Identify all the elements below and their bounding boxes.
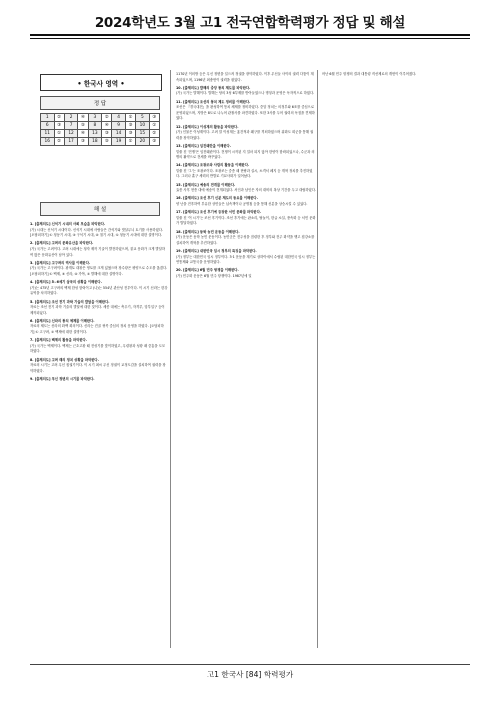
answer-choice: ③ — [78, 138, 88, 146]
solution-entry — [30, 241, 168, 258]
question-number: 20 — [136, 138, 150, 146]
answer-choice: ② — [102, 114, 112, 122]
question-number: 7 — [64, 122, 78, 130]
solution-text: (가) 시대는 신석기 시대이다. 신석기 시대에 사람들은 간석기와 빗살무늬 토기를 사용하였다. [오답피하기] ① 청동기 시대, ③ 구석기 시대, ④ 철기 시대, ⑤ 청동기 시대에 대한 설명이다. — [30, 227, 163, 238]
answer-choice: ④ — [102, 122, 112, 130]
solution-entry — [30, 319, 168, 336]
answer-table — [40, 113, 160, 146]
solution-entry — [30, 338, 168, 355]
answer-choice: ② — [54, 114, 64, 122]
question-number: 12 — [64, 130, 78, 138]
question-number: 10 — [136, 122, 150, 130]
question-number: 18 — [88, 138, 102, 146]
solution-heading-line: 8. [출제의도] 고려 때의 정치 상황을 파악한다. — [30, 357, 99, 362]
solution-text: 조선은 『경국대전』을 완성하여 통치 체제를 정비하였다. 중앙 정치는 의정부와 6조를 중심으로 운영되었으며, 지방은 8도로 나누어 관찰사를 파견하였다. 또한 3사를 두어 권력의 독점을 견제하였다. — [176, 105, 315, 121]
solution-heading-line: 7. [출제의도] 백제의 활동을 파악한다. — [30, 338, 87, 343]
solution-text: (가) 국가는 고려이다. 고려 시대에는 청자 제작 기술이 발전하였으며, 불교 문화가 크게 발달하여 많은 문화유산이 남아 있다. — [30, 246, 166, 257]
question-number: 19 — [112, 138, 126, 146]
answer-choice: ⑤ — [149, 138, 159, 146]
solution-heading-line: 5. [출제의도] 조선 전기 과학 기술의 발달을 이해한다. — [30, 299, 110, 304]
question-number: 14 — [112, 130, 126, 138]
answer-choice: ③ — [125, 130, 135, 138]
solution-heading-line: 16. [출제의도] 조선 후기 신분 제도의 동요를 이해한다. — [176, 196, 258, 201]
column-divider-right — [317, 70, 318, 648]
question-number: 1 — [41, 114, 55, 122]
answer-choice: ② — [149, 130, 159, 138]
solution-entry — [176, 230, 316, 247]
solution-entry — [176, 72, 316, 83]
solution-heading: 해 설 — [40, 202, 160, 216]
solution-entry — [30, 358, 168, 375]
answer-choice: ⑤ — [125, 122, 135, 130]
title-rule-thin — [30, 38, 470, 39]
solution-text: (가)는 475년 고구려의 백제 한성 함락이고 (나)는 554년 관산성 전투이다. 이 시기 신라는 한강 유역을 차지하였다. — [30, 285, 168, 296]
solution-text: 자료의 제도는 신라의 화백 회의이다. 신라는 진골 귀족 중심의 정치 운영을 하였다. [오답피하기] ① 고구려, ② 백제에 대한 설명이다. — [30, 324, 164, 335]
solution-text: (가) 국가는 백제이다. 백제는 근초고왕 때 전성기를 맞이하였고, 무령왕과 성왕 때 중흥을 도모하였다. — [30, 343, 166, 354]
answer-choice: ④ — [78, 114, 88, 122]
solution-text: (가) 국가는 발해이다. 발해는 당의 3성 6부제를 받아들였으나 명칭과 운영은 독자적으로 하였다. — [176, 91, 315, 96]
solution-heading-line: 11. [출제의도] 조선의 통치 제도 정비를 이해한다. — [176, 99, 251, 104]
column-divider-left — [170, 70, 171, 648]
question-number: 8 — [88, 122, 102, 130]
solution-text: 밑줄 친 '이 시기'는 조선 후기이다. 조선 후기에는 판소리, 탈놀이, 한글 소설, 풍속화 등 서민 문화가 발달하였다. — [176, 215, 316, 226]
question-number: 4 — [112, 114, 126, 122]
question-number: 13 — [88, 130, 102, 138]
solution-heading-line: 4. [출제의도] 5∼6세기 삼국의 상황을 이해한다. — [30, 280, 102, 285]
solution-text: (가) 정부는 대한민국 임시 정부이다. 3·1 운동을 계기로 상하이에서 수립된 대한민국 임시 정부는 연통제와 교통국을 운영하였다. — [176, 254, 316, 265]
solution-entry — [176, 183, 316, 194]
solution-text: 어난 6월 민주 항쟁의 결과 대통령 직선제로의 개헌이 이루어졌다. — [322, 72, 417, 76]
answer-choice: ① — [54, 130, 64, 138]
solution-heading-line: 6. [출제의도] 신라의 통치 체제를 이해한다. — [30, 318, 95, 323]
answer-choice: ③ — [149, 114, 159, 122]
answer-choice: ③ — [102, 130, 112, 138]
solution-entry — [30, 261, 168, 278]
solution-heading-line: 15. [출제의도] 예송의 전개를 이해한다. — [176, 182, 236, 187]
solution-text: 밑줄 친 '그'는 조광조이다. 조광조는 중종 때 현량과 실시, 소격서 폐지 등 개혁 정치를 추진하였다. 그러나 훈구 세력의 반발로 기묘사화가 일어났다. — [176, 168, 313, 179]
solution-text: (가) 국가는 고구려이다. 광개토 대왕은 영토를 크게 넓혔으며 장수왕은 평양으로 수도를 옮겼다. [오답피하기] ① 백제, ③ 신라, ④ 가야, ⑤ 발해에 대한 설명이다. — [30, 266, 168, 276]
subject-box: • 한국사 영역 • — [40, 74, 162, 91]
solution-heading-line: 13. [출제의도] 임진왜란을 이해한다. — [176, 143, 231, 148]
solution-text: 자료의 시기는 고려 무신 집권기이다. 이 시기 최씨 무신 정권이 교정도감을 설치하여 권력을 장악하였다. — [30, 363, 166, 373]
question-number: 9 — [112, 122, 126, 130]
page-footer: 고1 한국사 [84] 학력평가 — [206, 670, 294, 679]
solution-entry — [176, 210, 316, 227]
question-number: 15 — [136, 130, 150, 138]
solution-text: 1170년 이의방 등은 무신 정변을 일으켜 정권을 장악하였다. 이후 무신들 사이의 권력 다툼이 계속되었으며, 1196년 최충헌이 권력을 잡았다. — [176, 72, 314, 82]
answer-row — [41, 114, 160, 122]
solution-column-3 — [322, 72, 462, 80]
question-number: 6 — [41, 122, 55, 130]
answer-choice: ② — [54, 138, 64, 146]
solution-entry — [176, 268, 316, 279]
solution-entry — [176, 100, 316, 122]
solution-heading-line: 14. [출제의도] 조광조와 사림의 활동을 이해한다. — [176, 163, 250, 168]
solution-heading-line: 3. [출제의도] 고구려의 역사를 이해한다. — [30, 260, 91, 265]
answer-choice: ① — [125, 138, 135, 146]
question-number: 16 — [41, 138, 55, 146]
solution-text: 자료는 조선 전기 과학 기술의 발달에 대한 것이다. 세종 대에는 측우기, 자격루, 앙부일구 등이 제작되었다. — [30, 305, 165, 315]
solution-heading-line: 10. [출제의도] 발해의 중앙 통치 제도를 파악한다. — [176, 85, 251, 90]
answer-choice: ⑤ — [78, 122, 88, 130]
answer-choice: ① — [149, 122, 159, 130]
question-number: 2 — [64, 114, 78, 122]
answer-choice: ① — [125, 114, 135, 122]
solution-heading-line: 1. [출제의도] 신석기 시대의 사회 모습을 파악한다. — [30, 222, 106, 226]
solution-heading-line: 18. [출제의도] 동학 농민 운동을 이해한다. — [176, 229, 240, 234]
solution-heading-line: 17. [출제의도] 조선 후기에 등장한 서민 문화를 파악한다. — [176, 210, 262, 215]
question-number: 3 — [88, 114, 102, 122]
solution-text: 양 난을 전후하여 부유한 상민들은 납속책이나 공명첩 등을 통해 신분을 상승시킬 수 있었다. — [176, 202, 308, 207]
answer-choice: ③ — [54, 122, 64, 130]
solution-heading-line: 2. [출제의도] 고려의 문화유산을 파악한다. — [30, 241, 94, 246]
solution-entry — [30, 377, 168, 383]
solution-entry — [30, 222, 168, 239]
title-rule — [30, 34, 470, 36]
solution-entry — [322, 72, 462, 78]
solution-text: 효종 사후 현종 대에 예송이 전개되었다. 서인과 남인은 자의 대비의 복상 기간을 두고 대립하였다. — [176, 188, 316, 193]
answer-row — [41, 138, 160, 146]
solution-entry — [30, 280, 168, 297]
solution-entry — [176, 163, 316, 180]
solution-text: 밑줄 친 '전쟁'은 임진왜란이다. 전쟁이 시작된 지 얼마 되지 않아 한양이 함락되었으나, 수군과 의병의 활약으로 전세를 바꾸었다. — [176, 149, 315, 160]
question-number: 11 — [41, 130, 55, 138]
footer-rule — [30, 664, 470, 665]
answer-choice: ⑤ — [102, 138, 112, 146]
answer-row — [41, 122, 160, 130]
solution-column-1 — [30, 222, 168, 385]
solution-entry — [176, 125, 316, 142]
solution-entry — [30, 300, 168, 317]
solution-text: (가) 인물은 이성계이다. 고려 말 이성계는 홍건적과 왜구를 격퇴하였으며 위화도 회군을 통해 권력을 장악하였다. — [176, 130, 314, 140]
question-number: 17 — [64, 138, 78, 146]
question-number: 5 — [136, 114, 150, 122]
solution-heading-line: 9. [출제의도] 무신 정변의 시기를 파악한다. — [30, 377, 95, 381]
answer-choice: ④ — [78, 130, 88, 138]
answer-row — [41, 130, 160, 138]
solution-column-2 — [176, 72, 316, 282]
solution-entry — [176, 144, 316, 161]
answer-heading: 정 답 — [40, 96, 160, 110]
solution-text: (가) 운동은 동학 농민 운동이다. 농민군은 전주성을 점령한 후 정부와 전주 화약을 맺고 집강소를 설치하여 개혁을 추진하였다. — [176, 235, 315, 245]
solution-heading-line: 19. [출제의도] 대한민국 임시 정부의 특징을 파악한다. — [176, 248, 257, 253]
solution-text: (가) 민주화 운동은 6월 민주 항쟁이다. 1987년에 일 — [176, 273, 252, 278]
solution-heading-line: 20. [출제의도] 6월 민주 항쟁을 이해한다. — [176, 268, 239, 273]
page-title: 2024학년도 3월 고1 전국연합학력평가 정답 및 해설 — [94, 15, 406, 31]
solution-entry — [176, 86, 316, 97]
solution-heading-line: 12. [출제의도] 이성계의 활동을 파악한다. — [176, 124, 239, 129]
solution-entry — [176, 196, 316, 207]
solution-entry — [176, 249, 316, 266]
